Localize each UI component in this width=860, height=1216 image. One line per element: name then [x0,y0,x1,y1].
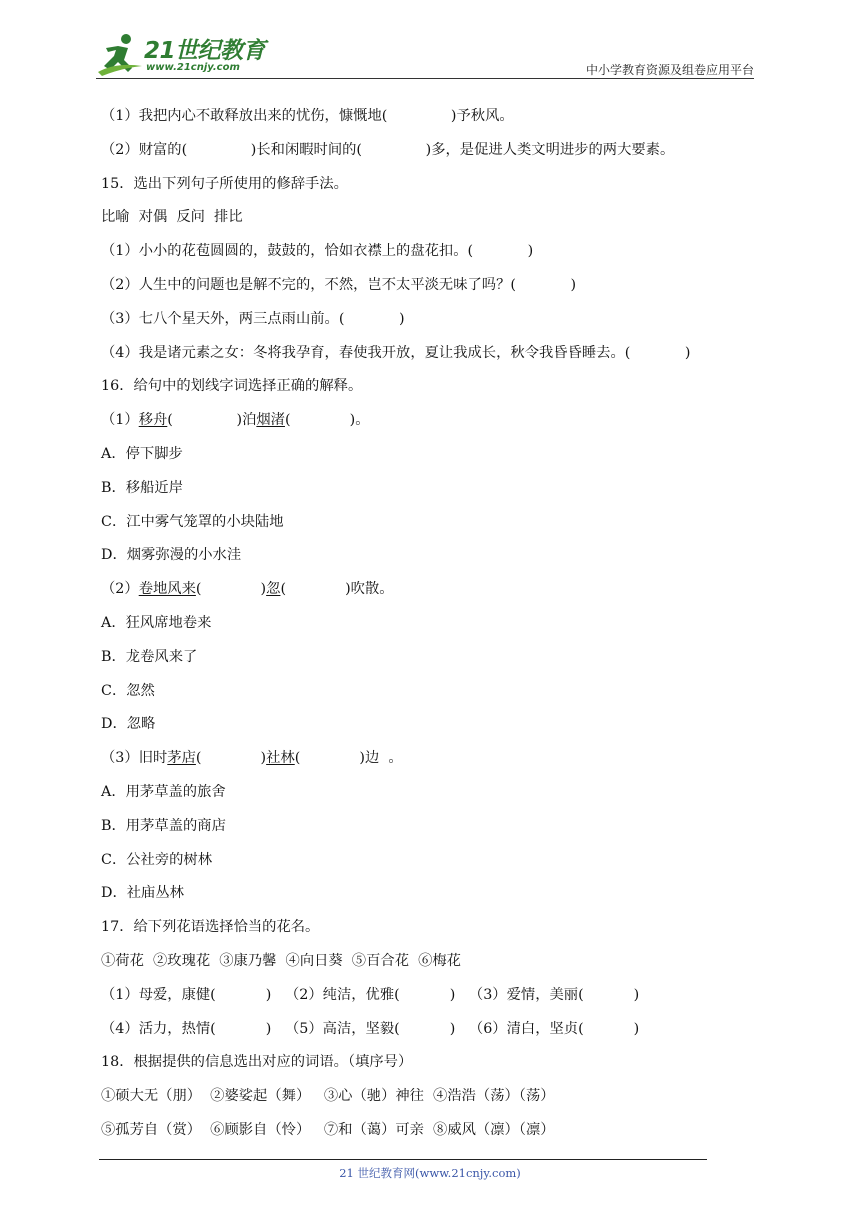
answer-option: A．停下脚步 [101,445,183,462]
runner-logo-icon [96,32,146,78]
page-header [0,0,860,82]
question-line: （2）卷地风来( )忽( )吹散。 [101,581,394,598]
answer-option: B．龙卷风来了 [101,648,198,665]
logo-url: www.21cnjy.com [146,62,240,73]
worksheet-content [101,100,761,1148]
answer-option: C．江中雾气笼罩的小块陆地 [101,513,284,530]
answer-option: B．移船近岸 [101,479,183,496]
answer-option: D．烟雾弥漫的小水洼 [101,547,242,564]
question-line: （4）我是诸元素之女：冬将我孕育，春使我开放，夏让我成长，秋令我昏昏睡去。( ) [101,344,691,361]
question-heading: 15．选出下列句子所使用的修辞手法。 [101,175,348,192]
answer-option: D．社庙丛林 [101,885,184,902]
header-divider [96,78,754,79]
footer-text[interactable]: 21 世纪教育网(www.21cnjy.com) [339,1166,521,1180]
question-line: （3）旧时茅店( )社林( )边 。 [101,750,403,767]
footer-divider [99,1159,707,1160]
question-line: （1）我把内心不敢释放出来的忧伤，慷慨地( )予秋风。 [101,108,514,124]
site-logo[interactable] [96,32,266,78]
option-list: 比喻 对偶 反问 排比 [101,209,243,226]
underlined-word: 茅店 [167,750,196,767]
option-list: ⑤孤芳自（赏） ⑥顾影自（怜） ⑦和（蔼）可亲 ⑧威风（凛）（凛） [101,1121,555,1138]
underlined-word: 社林 [266,750,295,767]
question-line: （2）财富的( )长和闲暇时间的( )多，是促进人类文明进步的两大要素。 [101,141,675,158]
question-heading: 18．根据提供的信息选出对应的词语。（填序号） [101,1054,413,1071]
answer-option: D．忽略 [101,716,156,733]
underlined-word: 卷地风来 [138,581,196,598]
question-heading: 17．给下列花语选择恰当的花名。 [101,919,320,936]
underlined-word: 烟渚 [256,412,285,429]
question-line: （2）人生中的问题也是解不完的，不然，岂不太平淡无味了吗？( ) [101,276,577,293]
option-list: ①硕大无（朋） ②婆娑起（舞） ③心（驰）神往 ④浩浩（荡）（荡） [101,1088,555,1105]
answer-option: B．用茅草盖的商店 [101,817,226,834]
question-line: （1）移舟( )泊烟渚( )。 [101,412,370,429]
underlined-word: 忽 [266,581,281,598]
site-slogan: 中小学教育资源及组卷应用平台 [585,63,754,77]
logo-text: 21世纪教育 [144,38,266,64]
answer-option: C．公社旁的树林 [101,851,213,868]
underlined-word: 移舟 [138,412,168,429]
answer-option: A．用茅草盖的旅舍 [101,783,226,800]
answer-option: C．忽然 [101,682,155,699]
question-line: （1）小小的花苞圆圆的，鼓鼓的，恰如衣襟上的盘花扣。( ) [101,243,534,260]
question-heading: 16．给句中的划线字词选择正确的解释。 [101,378,363,395]
question-line: （4）活力，热情( ) （5）高洁，坚毅( ) （6）清白，坚贞( ) [101,1020,640,1037]
question-line: （1）母爱，康健( ) （2）纯洁，优雅( ) （3）爱情，美丽( ) [101,986,640,1003]
question-line: （3）七八个星天外，两三点雨山前。( ) [101,310,405,327]
option-list: ①荷花 ②玫瑰花 ③康乃馨 ④向日葵 ⑤百合花 ⑥梅花 [101,952,461,969]
answer-option: A．狂风席地卷来 [101,614,212,631]
